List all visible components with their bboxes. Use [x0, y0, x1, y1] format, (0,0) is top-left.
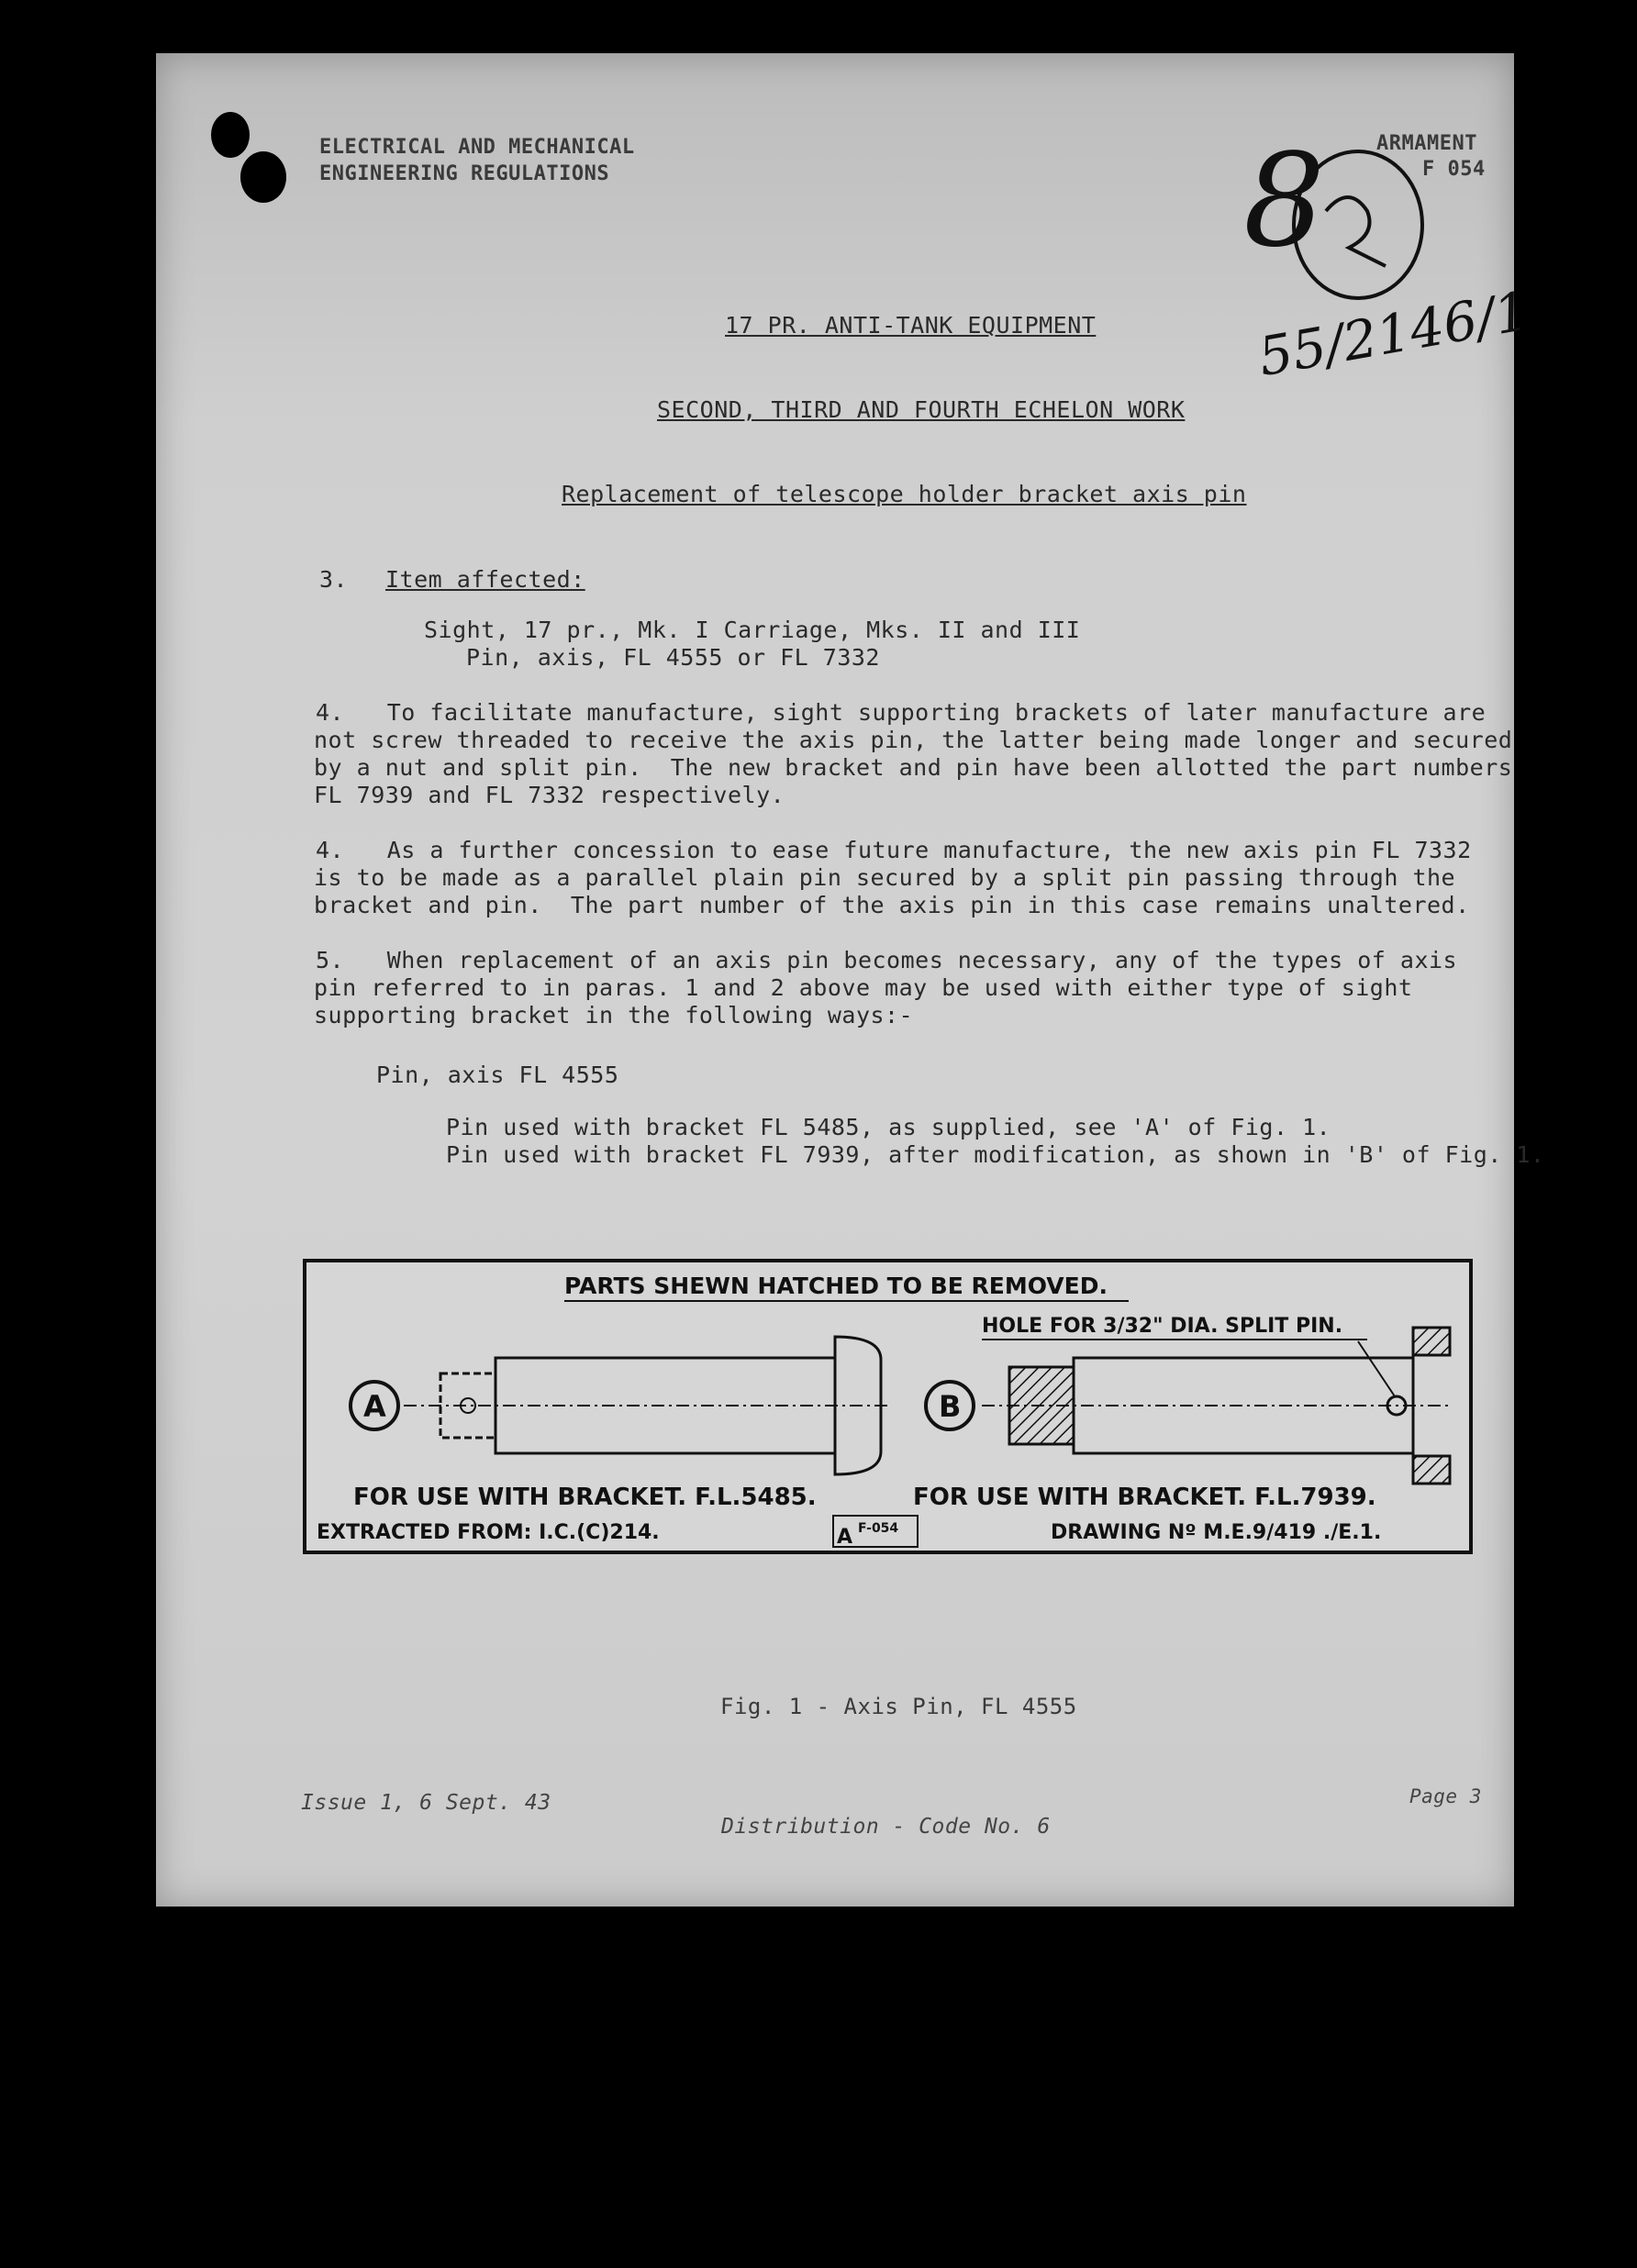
label-b: B: [939, 1389, 962, 1424]
pin-use-1: Pin used with bracket FL 5485, as supplied, see 'A' of Fig. 1.: [446, 1114, 1331, 1140]
para4a-line: not screw threaded to receive the axis pin, the latter being made longer and secured: [314, 727, 1513, 753]
ref-line-2: F 054: [1422, 158, 1486, 181]
para3-heading: Item affected:: [385, 566, 585, 593]
item-line-1: Sight, 17 pr., Mk. I Carriage, Mks. II and III: [424, 617, 1081, 643]
extracted-from: EXTRACTED FROM: I.C.(C)214.: [317, 1521, 660, 1544]
issue-line: Issue 1, 6 Sept. 43: [301, 1791, 551, 1815]
equipment-title: 17 PR. ANTI-TANK EQUIPMENT: [725, 312, 1097, 339]
use-with-b: FOR USE WITH BRACKET. F.L.7939.: [913, 1484, 1376, 1511]
pin-heading: Pin, axis FL 4555: [376, 1062, 619, 1088]
stamp-code: F-054: [858, 1521, 899, 1536]
handwritten-number: 8: [1243, 127, 1326, 276]
label-a: A: [363, 1389, 386, 1424]
item-line-2: Pin, axis, FL 4555 or FL 7332: [466, 644, 880, 671]
para5-line: 5. When replacement of an axis pin becomes necessary, any of the types of axis: [316, 947, 1458, 973]
figure-caption: Fig. 1 - Axis Pin, FL 4555: [720, 1694, 1077, 1719]
figure-title: PARTS SHEWN HATCHED TO BE REMOVED.: [564, 1273, 1108, 1299]
punch-hole: [211, 112, 250, 158]
para4b-line: is to be made as a parallel plain pin secured by a split pin passing through the: [314, 864, 1456, 891]
para4b-line: bracket and pin. The part number of the axis pin in this case remains unaltered.: [314, 892, 1470, 918]
handwritten-reference: 55/2146/1: [1253, 279, 1534, 389]
pin-use-2: Pin used with bracket FL 7939, after modification, as shown in 'B' of Fig. 1.: [446, 1141, 1545, 1168]
echelon-title: SECOND, THIRD AND FOURTH ECHELON WORK: [657, 396, 1186, 423]
use-with-a: FOR USE WITH BRACKET. F.L.5485.: [353, 1484, 817, 1511]
drawing-number: DRAWING Nº M.E.9/419 ./E.1.: [1051, 1521, 1382, 1544]
distribution-line: Distribution - Code No. 6: [721, 1815, 1051, 1839]
ref-line-1: ARMAMENT: [1376, 132, 1477, 155]
punch-hole: [240, 151, 286, 203]
para3-label: 3.: [319, 566, 349, 593]
page-number: Page 3: [1409, 1785, 1482, 1807]
handwritten-circle: [1285, 147, 1441, 312]
subject-title: Replacement of telescope holder bracket axis pin: [562, 481, 1247, 507]
para4a-line: 4. To facilitate manufacture, sight supporting brackets of later manufacture are: [316, 699, 1487, 726]
para4a-line: by a nut and split pin. The new bracket and pin have been allotted the part numbers: [314, 754, 1513, 781]
stamp-letter: A: [837, 1526, 853, 1549]
axis-pin-figure: [303, 1259, 1473, 1554]
hole-note: HOLE FOR 3/32" DIA. SPLIT PIN.: [982, 1315, 1343, 1338]
org-line-2: ENGINEERING REGULATIONS: [319, 162, 610, 185]
para5-line: supporting bracket in the following ways:-: [314, 1002, 914, 1028]
para4a-line: FL 7939 and FL 7332 respectively.: [314, 782, 785, 808]
org-line-1: ELECTRICAL AND MECHANICAL: [319, 136, 635, 159]
para5-line: pin referred to in paras. 1 and 2 above may be used with either type of sight: [314, 974, 1413, 1001]
para4b-line: 4. As a further concession to ease future manufacture, the new axis pin FL 7332: [316, 837, 1472, 863]
